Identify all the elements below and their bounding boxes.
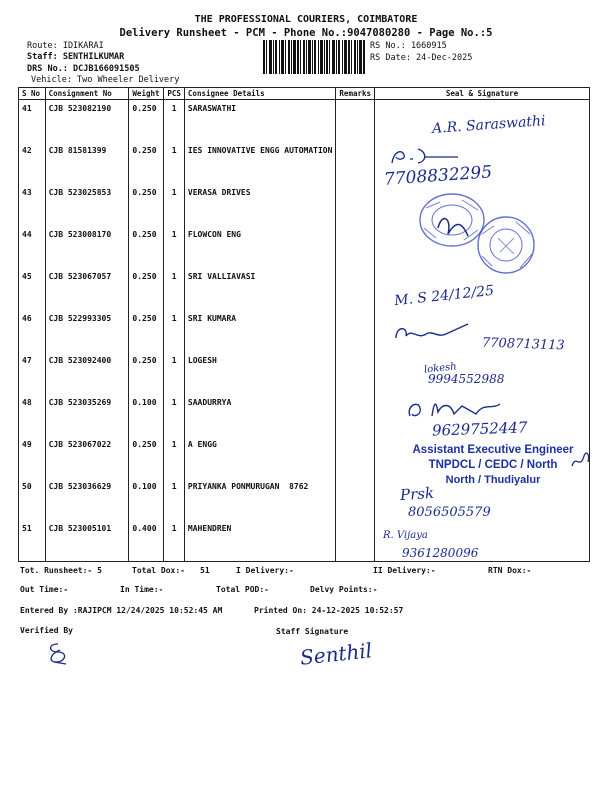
route-label: Route: IDIKARAI — [27, 41, 104, 51]
remarks-cell — [336, 268, 375, 310]
consignment-cell: CJB 523008170 — [45, 226, 129, 268]
remarks-cell — [336, 100, 375, 142]
stamp-line-1: Assistant Executive Engineer — [412, 444, 574, 456]
drs-label: DRS No.: DCJB166091505 — [27, 64, 140, 74]
consignment-cell: CJB 523025853 — [45, 184, 129, 226]
phone-row-47: 7708713113 — [481, 335, 565, 354]
col-sno: S No — [19, 88, 46, 100]
consignment-cell: CJB 523082190 — [45, 100, 129, 142]
consignee-cell: LOGESH — [184, 352, 336, 394]
staff-signature-label: Staff Signature — [276, 627, 349, 636]
pcs-cell: 1 — [164, 394, 185, 436]
remarks-cell — [336, 142, 375, 184]
staff-label: Staff: SENTHILKUMAR — [27, 52, 125, 62]
sno-cell: 47 — [19, 352, 46, 394]
in-time-label: In Time:- — [120, 585, 164, 594]
runsheet-table — [18, 87, 590, 562]
consignment-cell: CJB 523067057 — [45, 268, 129, 310]
weight-cell: 0.250 — [129, 268, 164, 310]
consignment-cell: CJB 81581399 — [45, 142, 129, 184]
rs-date: RS Date: 24-Dec-2025 — [370, 53, 473, 63]
consignment-cell: CJB 522993305 — [45, 310, 129, 352]
col-consignment: Consignment No — [45, 88, 129, 100]
sno-cell: 45 — [19, 268, 46, 310]
vehicle-label: Vehicle: Two Wheeler Delivery — [31, 75, 180, 85]
weight-cell: 0.250 — [129, 436, 164, 478]
consignee-cell: A ENGG — [184, 436, 336, 478]
pcs-cell: 1 — [164, 352, 185, 394]
sno-cell: 50 — [19, 478, 46, 520]
signature-row-45: M. S 24/12/25 — [393, 282, 495, 310]
remarks-cell — [336, 520, 375, 562]
total-dox-label: Total Dox:- — [132, 566, 185, 575]
table-header-row — [19, 88, 590, 100]
weight-cell: 0.250 — [129, 226, 164, 268]
consignment-cell: CJB 523036629 — [45, 478, 129, 520]
stamp-line-2: TNPDCL / CEDC / North — [428, 459, 558, 471]
sno-cell: 42 — [19, 142, 46, 184]
runsheet-title: Delivery Runsheet - PCM - Phone No.:9047080280 - Page No.:5 — [119, 27, 493, 39]
entered-by: Entered By :RAJIPCM 12/24/2025 10:52:45 AM — [20, 606, 223, 615]
signature-row-48 — [404, 396, 514, 422]
phone-row-51: 9361280096 — [402, 546, 479, 560]
signature-row-46 — [392, 322, 472, 346]
consignee-cell: MAHENDREN — [184, 520, 336, 562]
remarks-cell — [336, 226, 375, 268]
seal-cell — [375, 436, 590, 478]
col-consignee: Consignee Details — [184, 88, 336, 100]
sno-cell: 41 — [19, 100, 46, 142]
rtn-dox-label: RTN Dox:- — [488, 566, 532, 575]
weight-cell: 0.100 — [129, 394, 164, 436]
pcs-cell: 1 — [164, 310, 185, 352]
sno-cell: 44 — [19, 226, 46, 268]
sno-cell: 43 — [19, 184, 46, 226]
sno-cell: 48 — [19, 394, 46, 436]
consignee-cell: PRIYANKA PONMURUGAN 8762 — [184, 478, 336, 520]
rs-number: RS No.: 1660915 — [370, 41, 447, 51]
col-remarks: Remarks — [336, 88, 375, 100]
remarks-cell — [336, 352, 375, 394]
pcs-cell: 1 — [164, 478, 185, 520]
total-runsheet: Tot. Runsheet:- 5 — [20, 566, 102, 575]
consignee-cell: SAADURRYA — [184, 394, 336, 436]
company-seal-stamp — [472, 212, 540, 278]
delvy-points-label: Delvy Points:- — [310, 585, 378, 594]
barcode-image — [262, 40, 366, 74]
ii-delivery-label: II Delivery:- — [373, 566, 436, 575]
consignment-cell: CJB 523092400 — [45, 352, 129, 394]
staff-signature: Senthil — [298, 638, 374, 670]
stamp-initial-mark — [570, 446, 592, 474]
remarks-cell — [336, 394, 375, 436]
total-dox-value: 51 — [200, 566, 210, 575]
table-row — [19, 142, 590, 184]
pcs-cell: 1 — [164, 226, 185, 268]
consignment-cell: CJB 523035269 — [45, 394, 129, 436]
signature-row-51: R. Vijaya — [383, 530, 428, 541]
consignee-cell: SRI VALLIAVASI — [184, 268, 336, 310]
signature-row-50: Prsk — [399, 483, 435, 505]
sno-cell: 49 — [19, 436, 46, 478]
pcs-cell: 1 — [164, 520, 185, 562]
phone-row-50: 8056505579 — [408, 505, 491, 520]
table-row — [19, 436, 590, 478]
weight-cell: 0.250 — [129, 310, 164, 352]
remarks-cell — [336, 184, 375, 226]
sno-cell: 51 — [19, 520, 46, 562]
verified-by-label: Verified By — [20, 626, 73, 635]
pcs-cell: 1 — [164, 268, 185, 310]
col-seal: Seal & Signature — [375, 88, 590, 100]
consignment-cell: CJB 523067022 — [45, 436, 129, 478]
weight-cell: 0.100 — [129, 478, 164, 520]
printed-on: Printed On: 24-12-2025 10:52:57 — [254, 606, 404, 615]
out-time-label: Out Time:- — [20, 585, 69, 594]
weight-cell: 0.400 — [129, 520, 164, 562]
remarks-cell — [336, 436, 375, 478]
remarks-cell — [336, 310, 375, 352]
consignee-cell: SRI KUMARA — [184, 310, 336, 352]
consignee-cell: VERASA DRIVES — [184, 184, 336, 226]
signature-row-47: lokesh — [423, 361, 458, 376]
consignment-cell: CJB 523005101 — [45, 520, 129, 562]
pcs-cell: 1 — [164, 100, 185, 142]
col-pcs: PCS — [164, 88, 185, 100]
remarks-cell — [336, 478, 375, 520]
stamp-line-3: North / Thudiyalur — [445, 474, 541, 486]
pcs-cell: 1 — [164, 436, 185, 478]
consignee-cell: FLOWCON ENG — [184, 226, 336, 268]
total-pod-label: Total POD:- — [216, 585, 269, 594]
phone-row-47-alt: 9994552988 — [428, 372, 505, 386]
consignee-cell: SARASWATHI — [184, 100, 336, 142]
weight-cell: 0.250 — [129, 100, 164, 142]
phone-row-48: 9629752447 — [431, 418, 528, 440]
signature-row-41: A.R. Saraswathi — [431, 113, 547, 137]
weight-cell: 0.250 — [129, 142, 164, 184]
pcs-cell: 1 — [164, 142, 185, 184]
weight-cell: 0.250 — [129, 352, 164, 394]
company-title: THE PROFESSIONAL COURIERS, COIMBATORE — [194, 14, 418, 25]
phone-row-42: 7708832295 — [383, 162, 493, 190]
consignee-cell: IES INNOVATIVE ENGG AUTOMATION — [184, 142, 336, 184]
table-row — [19, 520, 590, 562]
sno-cell: 46 — [19, 310, 46, 352]
weight-cell: 0.250 — [129, 184, 164, 226]
pcs-cell: 1 — [164, 184, 185, 226]
i-delivery-label: I Delivery:- — [236, 566, 294, 575]
col-weight: Weight — [129, 88, 164, 100]
verified-by-signature — [44, 640, 72, 666]
